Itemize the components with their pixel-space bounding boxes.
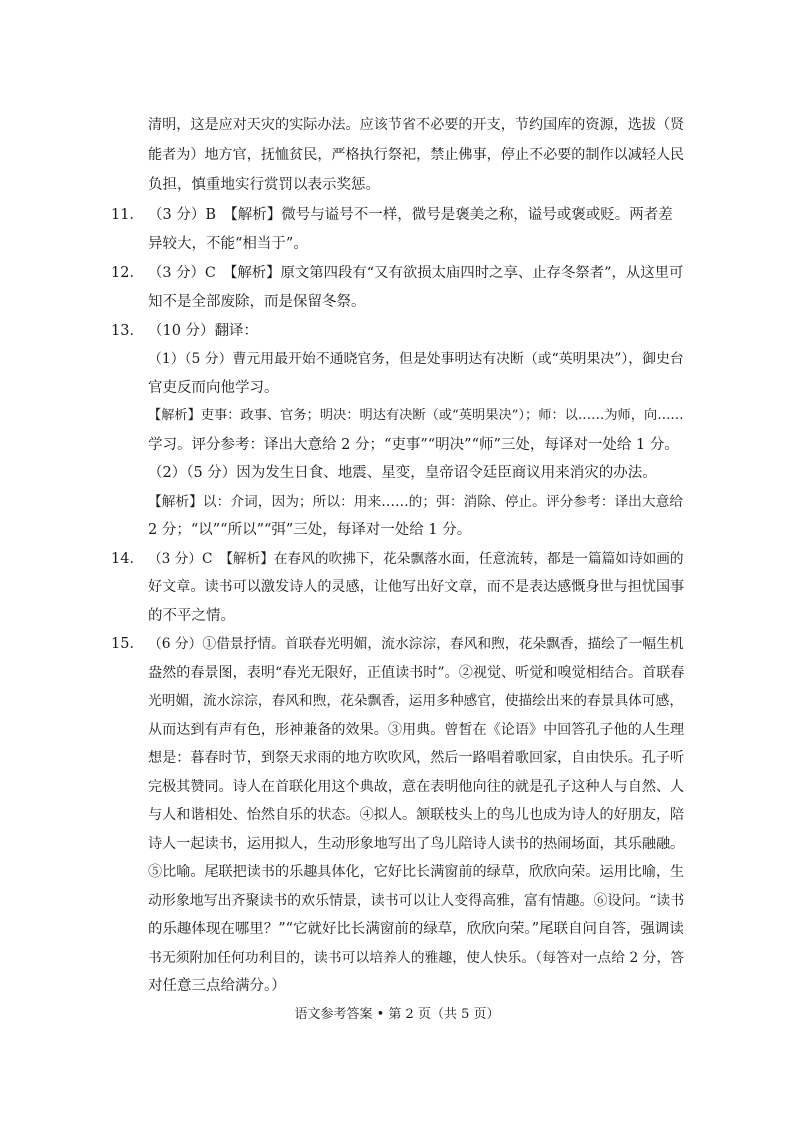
text-line: （3 分）B 【解析】微号与谥号不一样，微号是褒美之称，谥号或褒或贬。两者差	[148, 207, 673, 223]
page-footer: 语文参考答案 • 第 2 页（共 5 页）	[294, 1007, 500, 1022]
text-line: ⑤比喻。尾联把读书的乐趣具体化，它好比长满窗前的绿草，欣欣向荣。运用比喻，生	[148, 864, 685, 880]
text-line: 完极其赞同。诗人在首联化用这个典故，意在表明他向往的就是孔子这种人与自然、人	[148, 779, 685, 795]
question-number: 14．	[111, 551, 144, 567]
text-line: 书无须附加任何功利目的，读书可以培养人的雅趣，使人快乐。（每答对一点给 2 分，答	[148, 950, 685, 966]
text-line: 光明媚，流水淙淙，春风和煦，花朵飘香，运用多种感官，使描绘出来的春景具体可感，	[148, 693, 684, 709]
text-line: 的乐趣体现在哪里？”“它就好比长满窗前的绿草，欣欣向荣。”尾联自问自答，强调读	[148, 921, 684, 937]
text-line: 【解析】吏事：政事、官务；明决：明达有决断（或“英明果决”）；师：以……为师，向……	[148, 408, 684, 423]
text-line: 的不平之情。	[148, 608, 235, 624]
text-line: 能者为）地方官，抚恤贫民，严格执行祭祀，禁止佛事，停止不必要的制作以减轻人民	[148, 147, 685, 163]
question-number: 15．	[111, 636, 144, 652]
text-line: 知不是全部废除，而是保留冬祭。	[148, 294, 366, 310]
text-line: 好文章。读书可以激发诗人的灵感，让他写出好文章，而不是表达感慨身世与担忧国事	[148, 579, 685, 595]
text-line: （2）（5 分）因为发生日食、地震、星变，皇帝诏令廷臣商议用来消灾的办法。	[148, 465, 657, 481]
text-line: 与人和谐相处、怡然自乐的状态。④拟人。颔联枝头上的鸟儿也成为诗人的好朋友，陪	[148, 807, 685, 823]
text-line: 学习。评分参考：译出大意给 2 分；“吏事”“明决”“师”三处，每译对一处给 1 分。	[148, 437, 679, 453]
text-line: 对任意三点给满分。）	[148, 978, 286, 994]
text-line: 从而达到有声有色，形神兼备的效果。③用典。曾皙在《论语》中回答孔子他的人生理	[148, 722, 685, 738]
text-line: 想是：暮春时节，到祭天求雨的地方吹吹风，然后一路唱着歌回家，自由快乐。孔子听	[148, 750, 685, 766]
text-line: （3 分）C 【解析】原文第四段有“又有欲损太庙四时之享、止存冬祭者”，从这里可	[148, 265, 684, 281]
text-line: 负担，慎重地实行赏罚以表示奖惩。	[148, 177, 380, 193]
text-line: 动形象地写出齐聚读书的欢乐情景，读书可以让人变得高雅，富有情趣。⑥设问。“读书	[148, 893, 685, 909]
text-line: 清明，这是应对天灾的实际办法。应该节省不必要的开支，节约国库的资源，选拔（贤	[148, 117, 685, 133]
text-line: （3 分）C 【解析】在春风的吹拂下，花朵飘落水面，任意流转，都是一篇篇如诗如画的	[148, 551, 684, 567]
text-line: 异较大，不能“相当于”。	[148, 236, 308, 252]
question-number: 12．	[111, 265, 144, 281]
text-line: 2 分；“以”“所以”“弭”三处，每译对一处给 1 分。	[148, 522, 472, 538]
text-line: 诗人一起读书，运用拟人，生动形象地写出了鸟儿陪诗人读书的热闹场面，其乐融融。	[148, 836, 685, 852]
question-number: 11．	[111, 207, 144, 223]
text-line: 【解析】以：介词，因为；所以：用来……的；弭：消除、停止。评分参考：译出大意给	[148, 494, 684, 510]
question-number: 13．	[111, 323, 144, 339]
text-line: 官吏反而向他学习。	[148, 380, 279, 396]
text-line: 盎然的春景图，表明“春光无限好，正值读书时”。②视觉、听觉和嗅觉相结合。首联春	[148, 665, 685, 681]
text-line: （6 分）①借景抒情。首联春光明媚，流水淙淙，春风和煦，花朵飘香，描绘了一幅生机	[148, 636, 684, 652]
text-line: （10 分）翻译：	[148, 323, 259, 339]
text-line: （1）（5 分）曹元用最开始不通晓官务，但是处事明达有决断（或“英明果决”），御史台	[148, 351, 684, 367]
